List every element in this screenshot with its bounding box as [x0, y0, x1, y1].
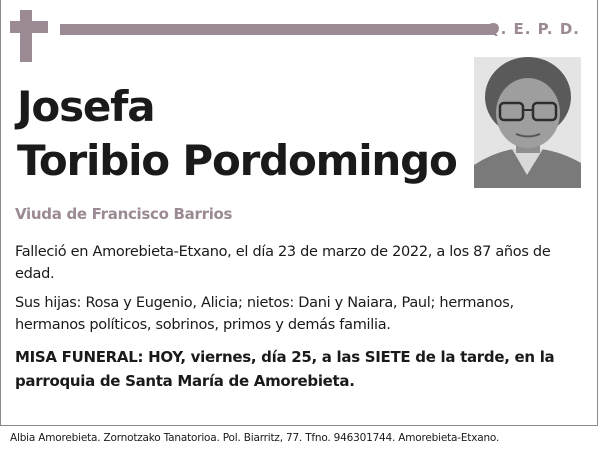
deceased-surnames: Toribio Pordomingo [17, 136, 457, 185]
deceased-name [17, 80, 457, 188]
deceased-first-name: Josefa [17, 82, 155, 131]
funeral-home-footer: Albia Amorebieta. Zornotzako Tanatorioa. Pol. Biarritz, 77. Tfno. 946301744. Amorebieta-Etxano. [10, 432, 500, 444]
funeral-mass-paragraph: MISA FUNERAL: HOY, viernes, día 25, a las SIETE de la tarde, en la parroquia de Santa María de Amorebieta. [15, 348, 555, 390]
qepd-label: Q. E. P. D. [486, 20, 580, 38]
family-paragraph: Sus hijas: Rosa y Eugenio, Alicia; nietos: Dani y Naiara, Paul; hermanos, hermanos políticos, sobrinos, primos y demás familia. [15, 295, 514, 333]
widow-of-subtitle: Viuda de Francisco Barrios [15, 205, 233, 223]
header-rule [60, 24, 496, 35]
cross-icon [20, 10, 32, 62]
cross-icon-bar [10, 21, 48, 33]
portrait-image [474, 57, 581, 188]
death-paragraph: Falleció en Amorebieta-Etxano, el día 23 de marzo de 2022, a los 87 años de edad. [15, 244, 551, 282]
portrait-photo [474, 57, 581, 188]
